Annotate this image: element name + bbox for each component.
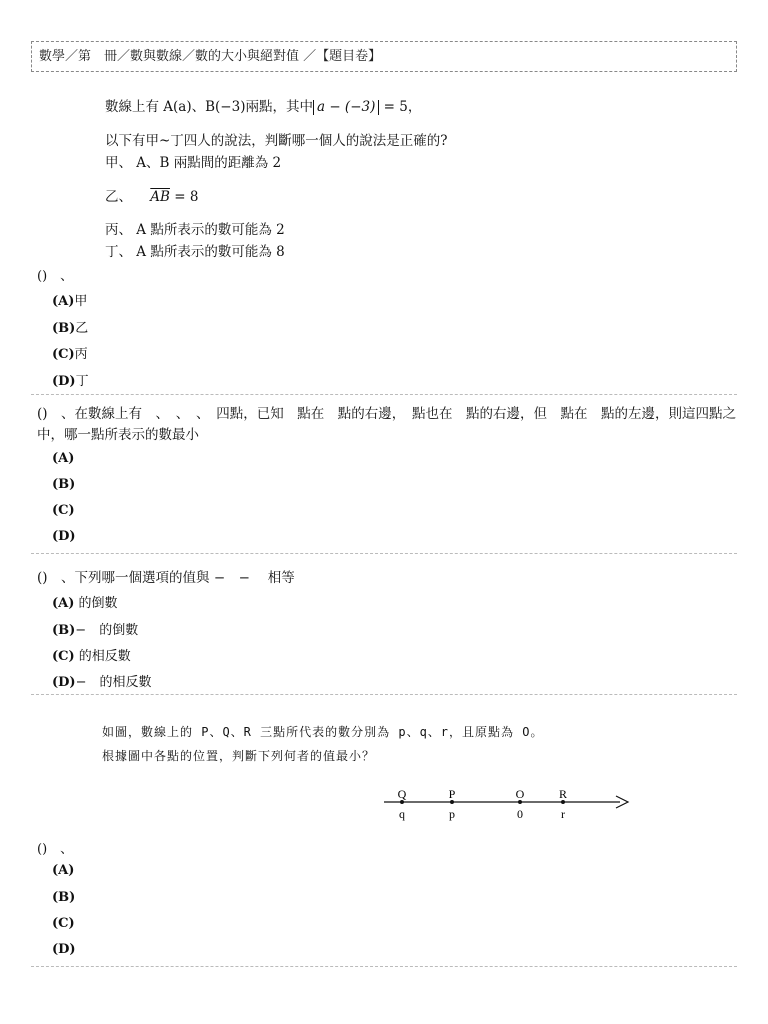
q4-answer-blank: () 、 [37, 842, 74, 857]
q4-line-1: 如圖，數線上的 P、Q、R 三點所代表的數分別為 p、q、r，且原點為 O。 [102, 725, 544, 739]
q3-option-d[interactable] [52, 671, 151, 690]
divider [31, 394, 737, 395]
q3-option-b[interactable] [52, 619, 138, 638]
q1-statement-yi [105, 185, 198, 205]
worksheet-header: 數學／第 冊／數與數線／數的大小與絕對值 ／【題目卷】 [31, 41, 737, 72]
q2-option-b[interactable] [52, 477, 75, 492]
q3-option-a[interactable] [52, 592, 118, 611]
number-line-points [398, 787, 567, 821]
point-p-value: p [449, 807, 455, 821]
q4-option-a[interactable] [52, 863, 74, 878]
point-p-name: P [448, 787, 456, 801]
point-o-value: 0 [517, 807, 523, 821]
q1-line-2: 以下有甲~丁四人的說法，判斷哪一個人的說法是正確的? [105, 133, 448, 149]
q1-statement-yi-value: = 8 [174, 189, 199, 205]
q1-statement-yi-label: 乙、 [105, 189, 132, 205]
point-o-name: O [515, 787, 525, 801]
option-label: (A) [52, 863, 75, 878]
q4-option-d[interactable] [52, 942, 76, 957]
option-text: 的倒數 [74, 596, 118, 611]
q1-option-d[interactable] [52, 370, 89, 389]
option-label: (D) [52, 675, 76, 690]
option-text: 丙 [74, 347, 88, 362]
option-label: (B) [52, 890, 76, 905]
option-text: 丁 [75, 374, 89, 389]
q1-segment-ab: $\overline{AB}$ [150, 189, 170, 205]
q1-answer-blank: () 、 [37, 269, 74, 284]
q1-line-1-text: 數線上有 A(a)、B(−3)兩點，其中 [105, 99, 313, 115]
option-label: (D) [52, 374, 76, 389]
option-label: (B) [52, 477, 76, 492]
q1-option-c[interactable] [52, 343, 88, 362]
point-r-value: r [561, 807, 565, 821]
q2-option-a[interactable] [52, 451, 74, 466]
q1-option-a[interactable] [52, 290, 87, 309]
option-label: (C) [52, 347, 75, 362]
q4-option-c[interactable] [52, 916, 75, 931]
divider [31, 966, 737, 967]
q1-statement-jia: 甲、 A、B 兩點間的距離為 2 [105, 155, 282, 171]
q1-line-1-end: = 5， [383, 99, 422, 115]
q1-statement-bing: 丙、 A 點所表示的數可能為 2 [105, 222, 285, 238]
option-label: (B) [52, 623, 76, 638]
option-text: 甲 [74, 294, 88, 309]
q4-line-2: 根據圖中各點的位置，判斷下列何者的值最小？ [102, 749, 376, 763]
divider [31, 694, 737, 695]
option-label: (C) [52, 916, 75, 931]
option-label: (A) [52, 451, 75, 466]
q1-line-1 [105, 95, 421, 115]
option-label: (D) [52, 942, 76, 957]
point-q-value: q [399, 807, 405, 821]
q1-absolute-value: a − (−3) [313, 100, 379, 115]
option-text: − 的倒數 [75, 623, 139, 638]
option-label: (C) [52, 503, 75, 518]
q3-stem: () 、下列哪一個選項的值與 − − 相等 [37, 570, 295, 586]
q4-number-line [380, 786, 636, 826]
option-text: 乙 [75, 321, 89, 336]
option-label: (A) [52, 294, 75, 309]
point-q-name: Q [397, 787, 407, 801]
option-label: (A) [52, 596, 75, 611]
q2-stem: () 、在數線上有 、 、 、 四點，已知 點在 點的右邊， 點也在 點的右邊，但 點在 點的左邊，則這四點之中，哪一點所表示的數最小 [37, 406, 737, 443]
option-label: (B) [52, 321, 76, 336]
option-label: (C) [52, 649, 75, 664]
point-r-name: R [558, 787, 568, 801]
q3-option-c[interactable] [52, 645, 131, 664]
option-text: 的相反數 [74, 649, 131, 664]
q4-option-b[interactable] [52, 890, 75, 905]
q1-statement-ding: 丁、 A 點所表示的數可能為 8 [105, 244, 285, 260]
q2-option-c[interactable] [52, 503, 75, 518]
q1-option-b[interactable] [52, 317, 88, 336]
divider [31, 553, 737, 554]
option-text: − 的相反數 [75, 675, 152, 690]
option-label: (D) [52, 529, 76, 544]
q2-option-d[interactable] [52, 529, 76, 544]
